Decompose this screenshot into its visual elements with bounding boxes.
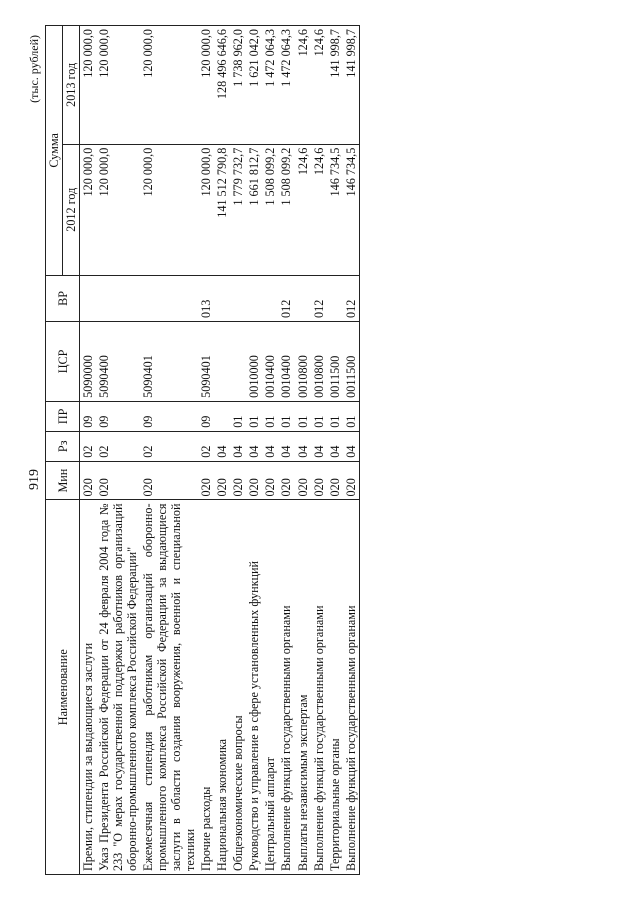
table-header-row <box>46 26 63 875</box>
row-sum-2012: 1 508 099,2 <box>262 144 278 275</box>
row-sum-2012: 1 508 099,2 <box>278 144 294 275</box>
table-row <box>80 26 97 875</box>
row-sum-2012: 120 000,0 <box>80 144 97 275</box>
row-sum-2013: 128 496 646,6 <box>214 26 230 145</box>
row-csr: 0011500 <box>327 321 343 401</box>
row-sum-2012: 146 734,5 <box>327 144 343 275</box>
row-min: 020 <box>343 461 360 500</box>
row-vr <box>327 275 343 321</box>
row-sum-2013: 1 472 064,3 <box>262 26 278 145</box>
header-name: Наименование <box>46 500 80 875</box>
table-row <box>96 26 140 875</box>
row-sum-2013: 120 000,0 <box>80 26 97 145</box>
row-vr <box>262 275 278 321</box>
row-min: 020 <box>262 461 278 500</box>
row-sum-2013: 141 998,7 <box>327 26 343 145</box>
table-row <box>198 26 214 875</box>
table-row <box>262 26 278 875</box>
table-row <box>343 26 360 875</box>
table-row <box>246 26 262 875</box>
row-name: Территориальные органы <box>327 500 343 875</box>
row-min: 020 <box>311 461 327 500</box>
row-pr: 01 <box>295 401 311 431</box>
table-row <box>311 26 327 875</box>
row-csr <box>214 321 230 401</box>
row-sum-2012: 120 000,0 <box>96 144 140 275</box>
row-csr: 0010000 <box>246 321 262 401</box>
row-sum-2012: 146 734,5 <box>343 144 360 275</box>
row-rz: 04 <box>262 431 278 461</box>
row-min: 020 <box>230 461 246 500</box>
row-pr: 01 <box>311 401 327 431</box>
row-pr: 09 <box>80 401 97 431</box>
table-row <box>140 26 198 875</box>
row-csr: 5090400 <box>96 321 140 401</box>
row-min: 020 <box>96 461 140 500</box>
row-pr: 01 <box>343 401 360 431</box>
page-number: 919 <box>27 469 42 490</box>
row-vr <box>246 275 262 321</box>
header-csr: ЦСР <box>46 321 80 401</box>
row-csr: 0010400 <box>278 321 294 401</box>
header-min: Мин <box>46 461 80 500</box>
header-rz: Рз <box>46 431 80 461</box>
row-rz: 04 <box>311 431 327 461</box>
row-name: Национальная экономика <box>214 500 230 875</box>
units-label: (тыс. рублей) <box>27 35 41 103</box>
row-sum-2012: 120 000,0 <box>198 144 214 275</box>
row-rz: 04 <box>327 431 343 461</box>
row-rz: 02 <box>140 431 198 461</box>
row-pr: 09 <box>140 401 198 431</box>
row-pr: 01 <box>278 401 294 431</box>
budget-table <box>45 25 360 875</box>
row-rz: 02 <box>96 431 140 461</box>
table-row <box>278 26 294 875</box>
table-row <box>295 26 311 875</box>
row-sum-2013: 120 000,0 <box>96 26 140 145</box>
row-sum-2013: 124,6 <box>295 26 311 145</box>
row-csr: 0011500 <box>343 321 360 401</box>
rotated-page <box>25 25 620 875</box>
row-sum-2013: 1 621 042,0 <box>246 26 262 145</box>
row-csr: 0010800 <box>311 321 327 401</box>
header-vr: ВР <box>46 275 80 321</box>
row-csr: 5090401 <box>140 321 198 401</box>
row-vr: 012 <box>343 275 360 321</box>
row-sum-2012: 1 661 812,7 <box>246 144 262 275</box>
row-csr: 0010400 <box>262 321 278 401</box>
row-name: Указ Президента Российской Федерации от 24 февраля 2004 года № 233 "О мерах государственной поддержки работников организаций оборонно-промышленного комплекса Российской Федерации" <box>96 500 140 875</box>
row-vr <box>96 275 140 321</box>
row-csr: 5090000 <box>80 321 97 401</box>
row-name: Выполнение функций государственными органами <box>311 500 327 875</box>
row-name: Центральный аппарат <box>262 500 278 875</box>
row-rz: 04 <box>230 431 246 461</box>
row-vr <box>230 275 246 321</box>
table-body <box>80 26 360 875</box>
row-pr: 09 <box>96 401 140 431</box>
row-vr <box>80 275 97 321</box>
row-name: Выполнение функций государственными органами <box>278 500 294 875</box>
row-sum-2012: 124,6 <box>295 144 311 275</box>
row-name: Выплаты независимым экспертам <box>295 500 311 875</box>
row-name: Ежемесячная стипендия работникам организаций оборонно-промышленного комплекса Российской Федерации за выдающиеся заслуги в области создания вооружения, военной и специальной техники <box>140 500 198 875</box>
row-sum-2012: 1 779 732,7 <box>230 144 246 275</box>
row-sum-2012: 141 512 790,8 <box>214 144 230 275</box>
table-row <box>230 26 246 875</box>
row-rz: 04 <box>214 431 230 461</box>
row-csr: 0010800 <box>295 321 311 401</box>
row-name: Прочие расходы <box>198 500 214 875</box>
table-row <box>327 26 343 875</box>
row-rz: 02 <box>80 431 97 461</box>
row-min: 020 <box>140 461 198 500</box>
row-name: Премии, стипендии за выдающиеся заслуги <box>80 500 97 875</box>
row-name: Общеэкономические вопросы <box>230 500 246 875</box>
header-sum: Сумма <box>46 26 63 276</box>
row-rz: 02 <box>198 431 214 461</box>
row-rz: 04 <box>278 431 294 461</box>
row-sum-2012: 124,6 <box>311 144 327 275</box>
row-min: 020 <box>295 461 311 500</box>
row-min: 020 <box>278 461 294 500</box>
row-pr: 01 <box>230 401 246 431</box>
row-min: 020 <box>327 461 343 500</box>
row-csr: 5090401 <box>198 321 214 401</box>
row-name: Выполнение функций государственными органами <box>343 500 360 875</box>
row-vr: 012 <box>278 275 294 321</box>
row-sum-2013: 141 998,7 <box>343 26 360 145</box>
row-vr <box>140 275 198 321</box>
row-sum-2013: 124,6 <box>311 26 327 145</box>
row-sum-2013: 1 738 962,0 <box>230 26 246 145</box>
row-sum-2013: 120 000,0 <box>140 26 198 145</box>
row-name: Руководство и управление в сфере установленных функций <box>246 500 262 875</box>
row-pr <box>214 401 230 431</box>
row-min: 020 <box>80 461 97 500</box>
row-pr: 01 <box>262 401 278 431</box>
header-pr: ПР <box>46 401 80 431</box>
row-rz: 04 <box>295 431 311 461</box>
row-csr <box>230 321 246 401</box>
row-rz: 04 <box>343 431 360 461</box>
row-sum-2012: 120 000,0 <box>140 144 198 275</box>
row-min: 020 <box>214 461 230 500</box>
row-pr: 09 <box>198 401 214 431</box>
table-row <box>214 26 230 875</box>
row-pr: 01 <box>327 401 343 431</box>
row-min: 020 <box>246 461 262 500</box>
row-sum-2013: 1 472 064,3 <box>278 26 294 145</box>
row-vr <box>295 275 311 321</box>
row-vr <box>214 275 230 321</box>
row-min: 020 <box>198 461 214 500</box>
header-2012: 2012 год <box>63 144 80 275</box>
row-pr: 01 <box>246 401 262 431</box>
row-vr: 012 <box>311 275 327 321</box>
row-vr: 013 <box>198 275 214 321</box>
row-sum-2013: 120 000,0 <box>198 26 214 145</box>
row-rz: 04 <box>246 431 262 461</box>
header-2013: 2013 год <box>63 26 80 145</box>
